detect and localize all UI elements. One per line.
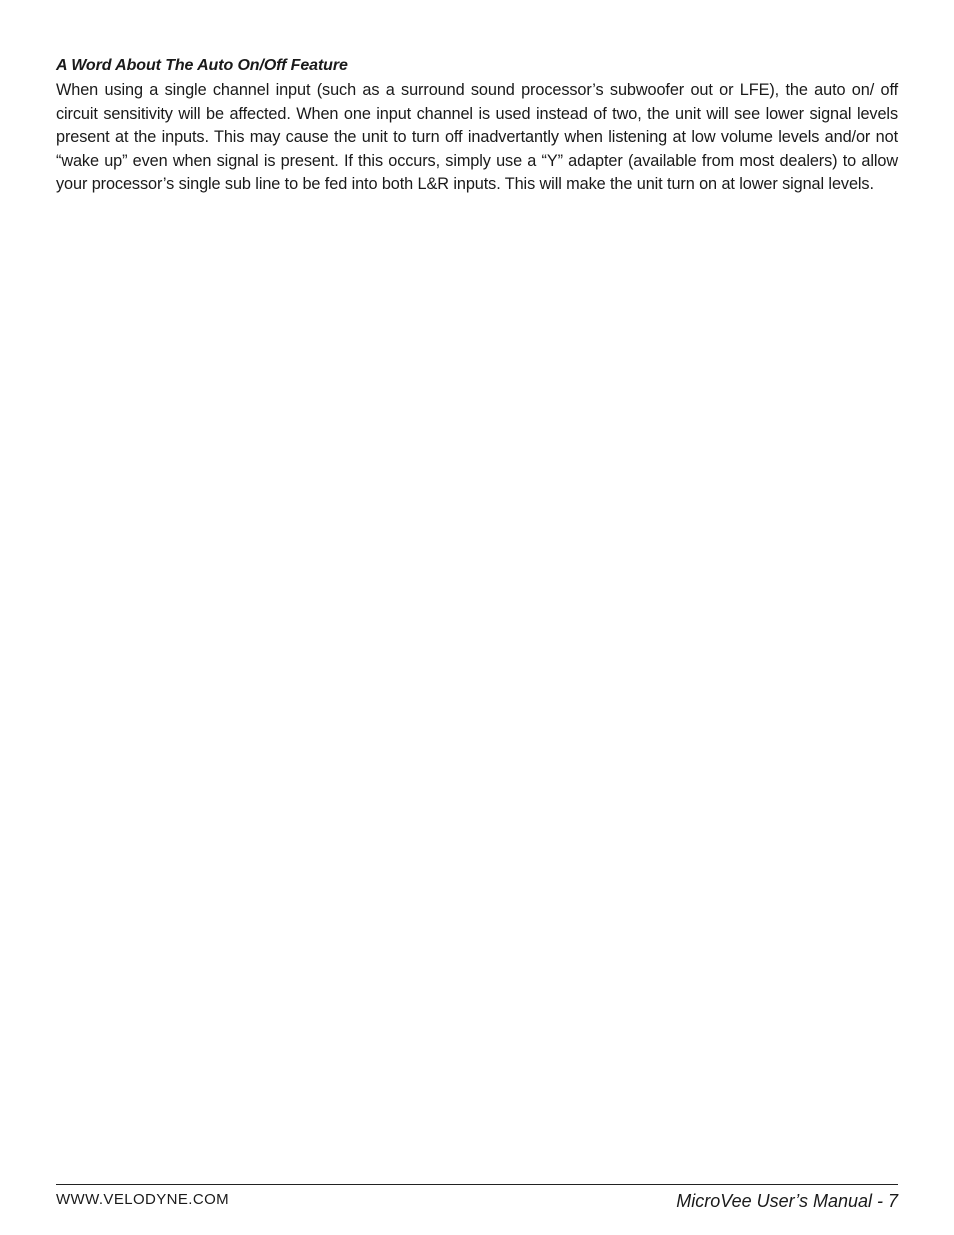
- section-body-paragraph: When using a single channel input (such as a surround sound processor’s subwoofer out or LFE), the auto on/ off circuit sensitivity will be affected. When one input channel is used instead of two, the unit will see lower signal levels present at the inputs. This may cause the unit to turn off inadvertantly when listening at low volume levels and/or not “wake up” even when signal is present. If this occurs, simply use a “Y” adapter (available from most dealers) to allow your processor’s single sub line to be fed into both L&R inputs. This will make the unit turn on at lower signal levels.: [56, 81, 898, 193]
- auto-on-off-section: [56, 55, 898, 197]
- footer-website: WWW.VELODYNE.COM: [56, 1191, 230, 1208]
- section-heading: A Word About The Auto On/Off Feature: [56, 57, 348, 74]
- footer-manual-title: MicroVee User’s Manual - 7: [676, 1191, 898, 1211]
- footer-divider: [56, 1184, 898, 1185]
